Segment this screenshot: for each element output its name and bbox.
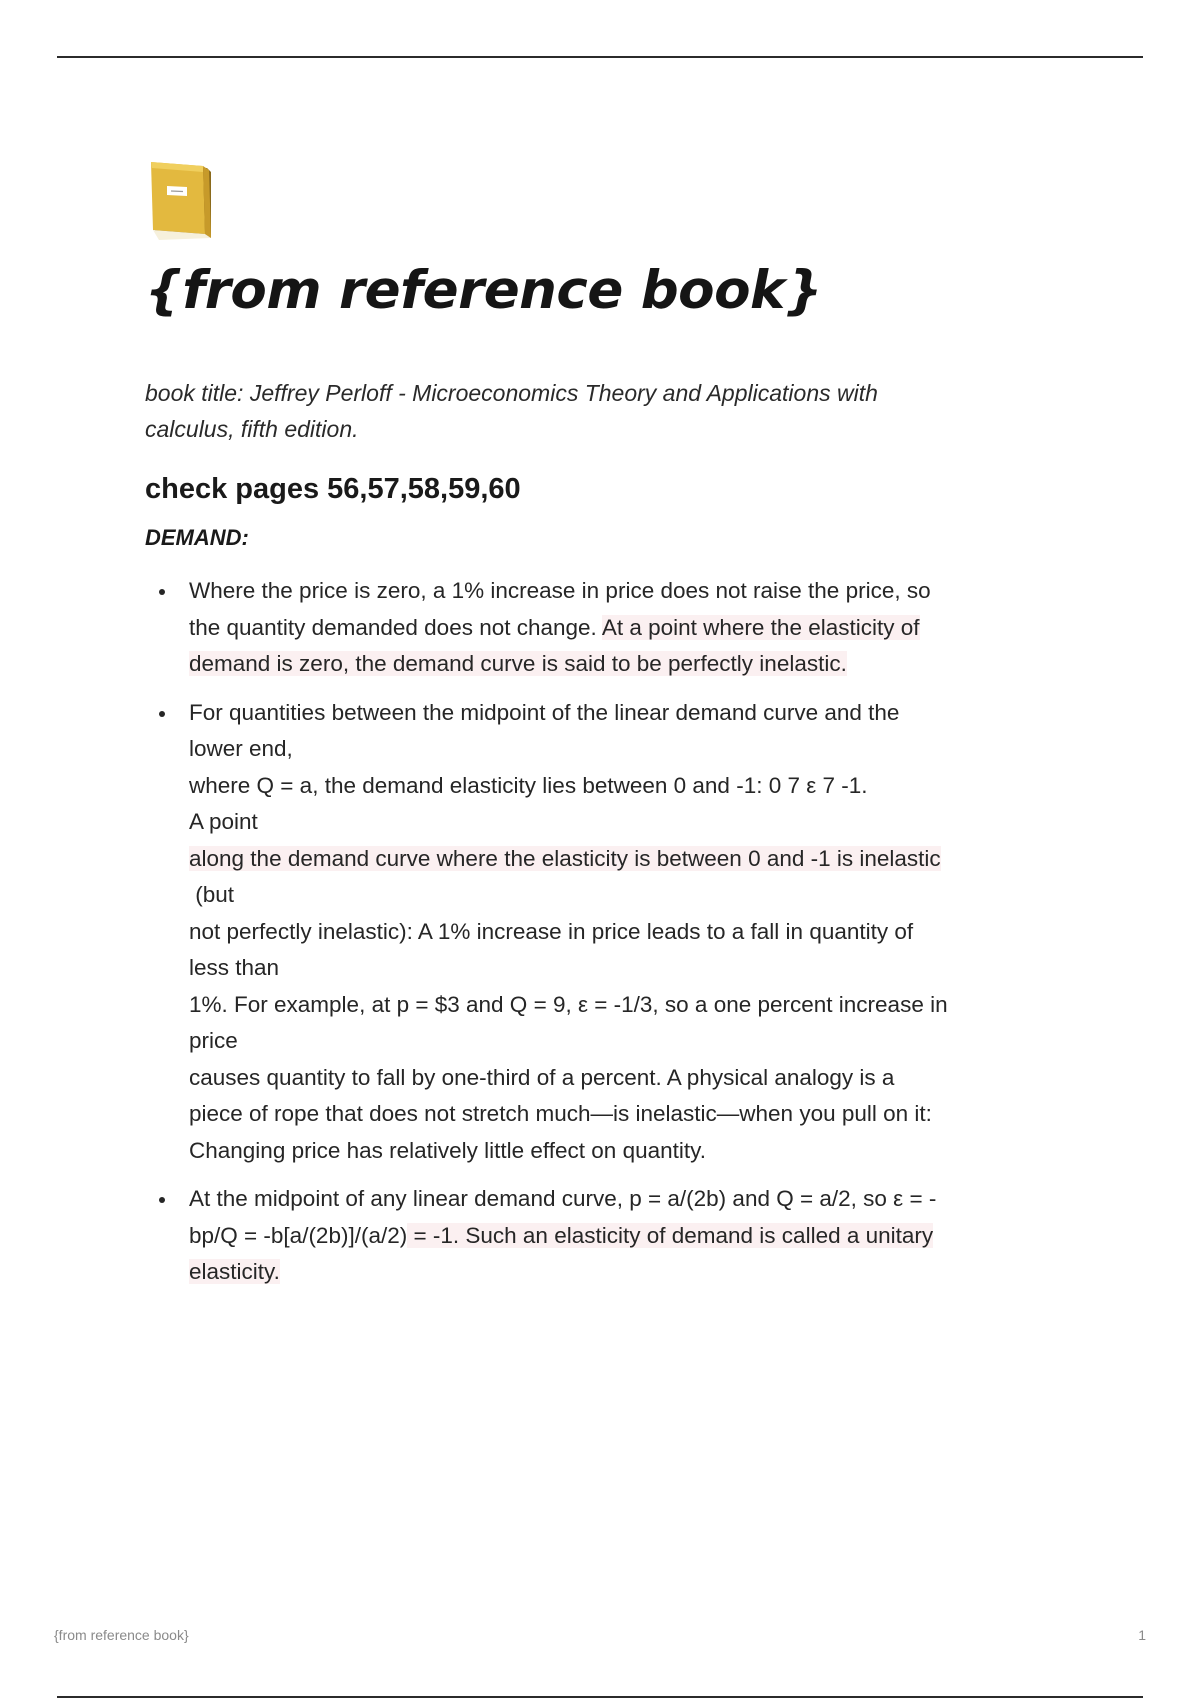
highlighted-text: demand is zero, the demand curve is said to be perfectly inelastic. <box>189 651 847 677</box>
text-line: less than <box>189 955 280 981</box>
text-line: where Q = a, the demand elasticity lies between 0 and -1: 0 7 ε 7 -1. <box>189 772 868 798</box>
list-item <box>145 1181 1075 1291</box>
text-line: A point <box>189 809 258 835</box>
book-title-text <box>145 375 1075 447</box>
text-line <box>189 1254 1075 1291</box>
text-line: At the midpoint of any linear demand curve, p = a/(2b) and Q = a/2, so ε = - <box>189 1186 937 1212</box>
text-line: Changing price has relatively little effect on quantity. <box>189 1137 706 1163</box>
footer-title: {from reference book} <box>54 1627 189 1643</box>
text-line: piece of rope that does not stretch much—is inelastic—when you pull on it: <box>189 1101 932 1127</box>
text-line <box>189 646 1075 683</box>
page-number: 1 <box>1138 1627 1146 1643</box>
book-title-line: book title: Jeffrey Perloff - Microeconomics Theory and Applications with <box>145 380 878 407</box>
highlighted-text: At a point where the elasticity of <box>601 614 920 640</box>
text-line: price <box>189 1028 238 1054</box>
text-line <box>189 841 1075 878</box>
highlighted-text: elasticity. <box>189 1259 280 1285</box>
page-content <box>145 158 1075 1303</box>
text-line: bp/Q = -b[a/(2b)]/(a/2) = -1. Such an elasticity of demand is called a unitary <box>189 1222 934 1248</box>
text-line: the quantity demanded does not change. At a point where the elasticity of <box>189 614 920 640</box>
text-line: 1%. For example, at p = $3 and Q = 9, ε = -1/3, so a one percent increase in <box>189 991 948 1017</box>
bottom-rule <box>57 1696 1143 1698</box>
list-item <box>145 573 1075 683</box>
text-line: Where the price is zero, a 1% increase in price does not raise the price, so <box>189 578 931 604</box>
highlighted-text: along the demand curve where the elasticity is between 0 and -1 is inelastic <box>189 845 941 871</box>
text-line: not perfectly inelastic): A 1% increase in price leads to a fall in quantity of <box>189 918 914 944</box>
book-icon <box>145 158 217 242</box>
bullet-list <box>145 573 1075 1291</box>
highlighted-text: = -1. Such an elasticity of demand is called a unitary <box>407 1222 934 1248</box>
text-line: causes quantity to fall by one-third of a percent. A physical analogy is a <box>189 1064 895 1090</box>
page-title: {from reference book} <box>145 260 822 321</box>
book-title-line: calculus, fifth edition. <box>145 416 359 443</box>
text-line: lower end, <box>189 736 293 762</box>
check-pages-heading: check pages 56,57,58,59,60 <box>145 473 521 506</box>
text-line: For quantities between the midpoint of the linear demand curve and the <box>189 699 900 725</box>
top-rule <box>57 56 1143 58</box>
list-item <box>145 695 1075 1170</box>
text-line: (but <box>189 882 235 908</box>
section-label-demand: DEMAND: <box>145 525 249 551</box>
